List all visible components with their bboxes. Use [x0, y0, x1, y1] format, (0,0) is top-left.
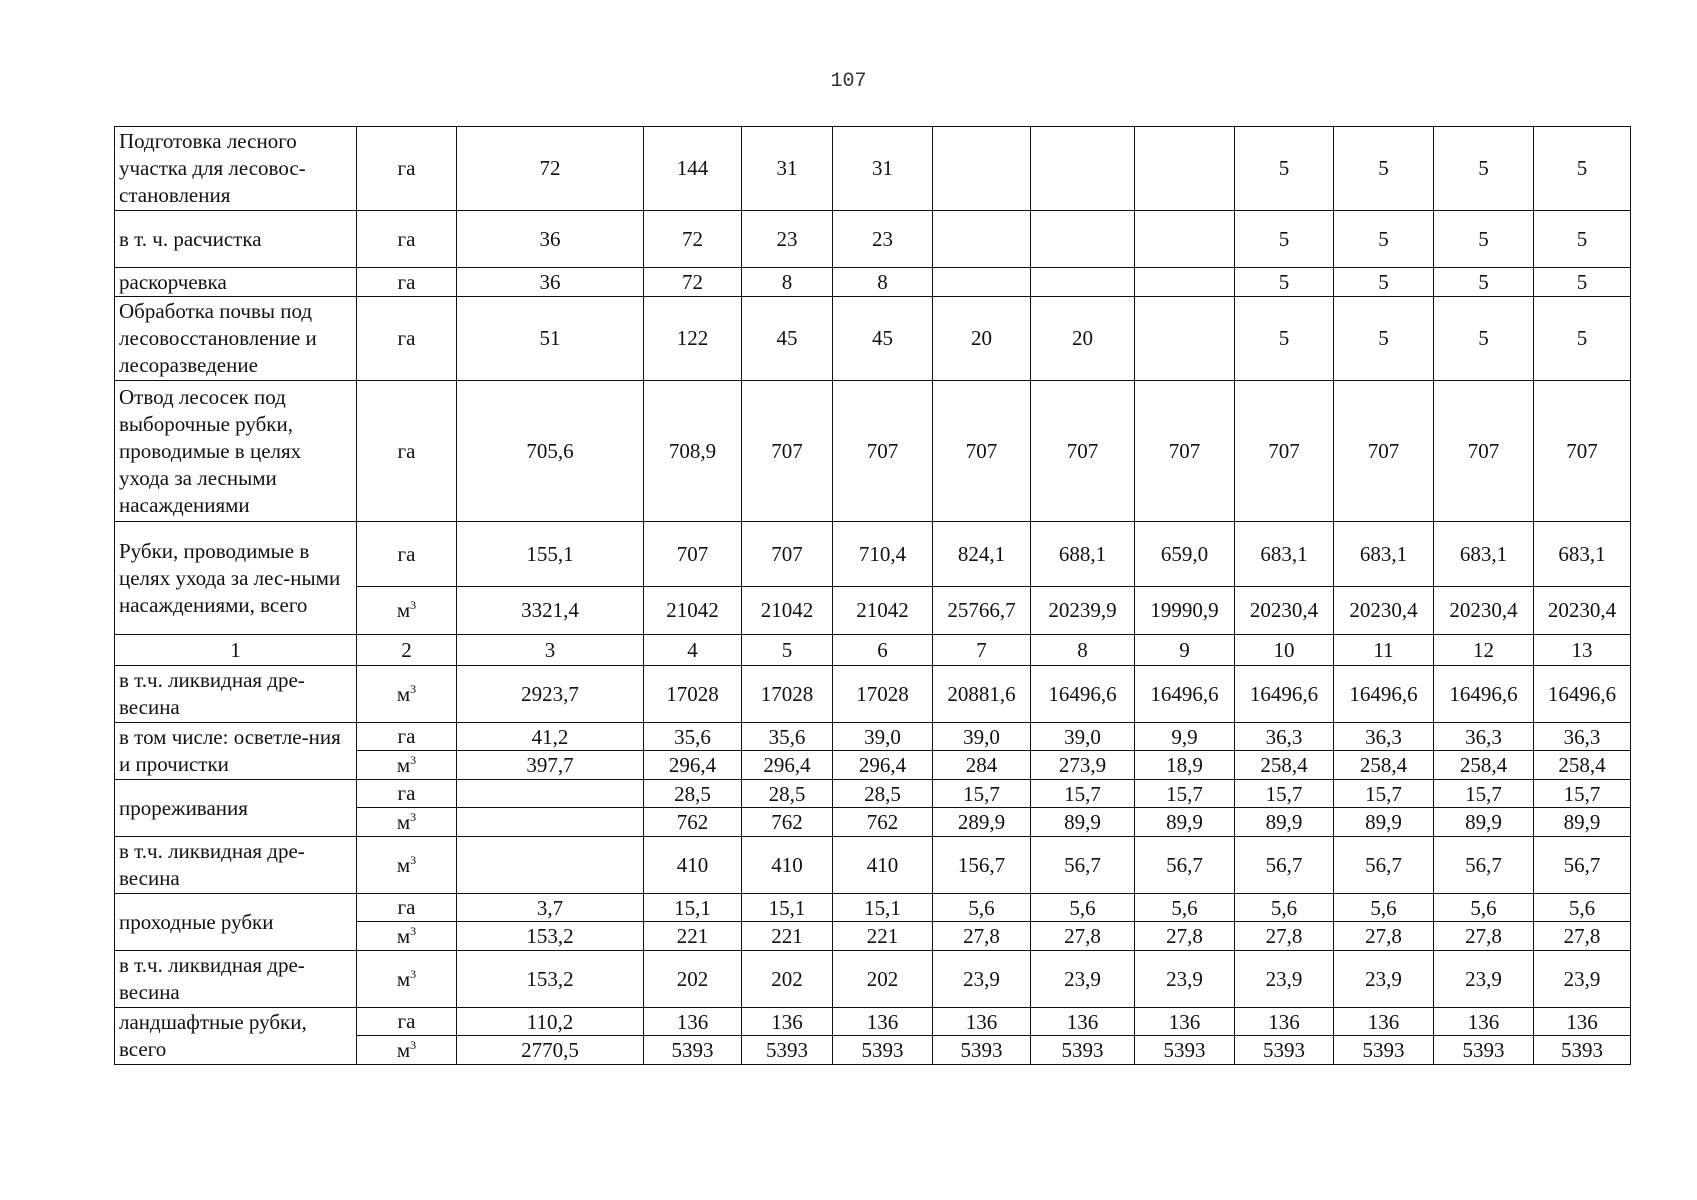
data-cell — [933, 127, 1031, 211]
data-cell: 296,4 — [742, 751, 833, 780]
data-cell: 20230,4 — [1235, 587, 1334, 635]
data-cell: 122 — [644, 297, 742, 381]
data-cell: 23,9 — [1135, 951, 1235, 1008]
data-cell: 683,1 — [1534, 522, 1631, 587]
data-cell — [1135, 268, 1235, 297]
unit-text: м — [396, 809, 411, 834]
data-cell: 5 — [1235, 211, 1334, 268]
data-cell: 28,5 — [742, 780, 833, 808]
data-cell — [457, 780, 644, 808]
row-label: в т.ч. ликвидная дре-весина — [115, 837, 357, 894]
data-cell: 15,7 — [1135, 780, 1235, 808]
data-cell: 35,6 — [644, 723, 742, 751]
data-cell: 659,0 — [1135, 522, 1235, 587]
data-cell: 23,9 — [1031, 951, 1135, 1008]
unit-exponent: 3 — [410, 923, 417, 938]
column-number: 4 — [644, 635, 742, 666]
data-cell: 5 — [1235, 268, 1334, 297]
data-cell: 707 — [644, 522, 742, 587]
row-label: Обработка почвы под лесовосстановление и лесоразведение — [115, 297, 357, 381]
data-cell: 16496,6 — [1534, 666, 1631, 723]
data-cell: 5 — [1334, 268, 1434, 297]
data-cell: 15,1 — [644, 894, 742, 922]
unit-cell — [357, 780, 457, 808]
data-cell: 5,6 — [1534, 894, 1631, 922]
data-cell: 56,7 — [1334, 837, 1434, 894]
unit-text: га — [397, 541, 416, 566]
data-cell: 89,9 — [1434, 808, 1534, 837]
data-cell: 20230,4 — [1534, 587, 1631, 635]
data-cell: 23,9 — [1434, 951, 1534, 1008]
data-cell: 5 — [1334, 127, 1434, 211]
unit-cell — [357, 951, 457, 1008]
data-cell: 8 — [833, 268, 933, 297]
unit-exponent: 3 — [410, 752, 417, 767]
data-cell: 17028 — [833, 666, 933, 723]
unit-cell — [357, 268, 457, 297]
data-cell: 21042 — [644, 587, 742, 635]
data-cell: 5 — [1534, 268, 1631, 297]
data-cell: 710,4 — [833, 522, 933, 587]
row-label: в т.ч. ликвидная дре-весина — [115, 951, 357, 1008]
data-cell — [1135, 127, 1235, 211]
data-cell: 27,8 — [1135, 922, 1235, 951]
data-cell: 3321,4 — [457, 587, 644, 635]
data-cell: 16496,6 — [1235, 666, 1334, 723]
data-cell: 17028 — [644, 666, 742, 723]
data-cell: 397,7 — [457, 751, 644, 780]
unit-cell — [357, 522, 457, 587]
data-cell: 41,2 — [457, 723, 644, 751]
unit-exponent: 3 — [410, 598, 417, 612]
column-number-row — [115, 635, 1631, 666]
data-cell: 5393 — [833, 1036, 933, 1065]
data-cell: 15,7 — [933, 780, 1031, 808]
unit-cell — [357, 297, 457, 381]
data-cell: 5 — [1534, 211, 1631, 268]
data-cell: 5,6 — [1434, 894, 1534, 922]
data-cell: 153,2 — [457, 951, 644, 1008]
data-cell: 20881,6 — [933, 666, 1031, 723]
data-cell: 136 — [1031, 1008, 1135, 1036]
data-cell: 15,1 — [742, 894, 833, 922]
column-number: 13 — [1534, 635, 1631, 666]
data-cell: 5,6 — [1031, 894, 1135, 922]
column-number: 11 — [1334, 635, 1434, 666]
data-cell: 410 — [644, 837, 742, 894]
data-cell: 5393 — [1135, 1036, 1235, 1065]
data-cell: 5393 — [1334, 1036, 1434, 1065]
data-cell: 5 — [1434, 297, 1534, 381]
unit-text: м — [396, 923, 411, 948]
data-cell: 56,7 — [1031, 837, 1135, 894]
table-row — [115, 127, 1631, 211]
data-cell: 136 — [644, 1008, 742, 1036]
data-cell: 5393 — [742, 1036, 833, 1065]
data-cell: 5,6 — [933, 894, 1031, 922]
data-cell: 51 — [457, 297, 644, 381]
data-cell: 202 — [742, 951, 833, 1008]
table-body — [115, 127, 1631, 1065]
unit-text: га — [397, 438, 416, 463]
data-cell: 258,4 — [1434, 751, 1534, 780]
table-row — [115, 951, 1631, 1008]
row-label: проходные рубки — [115, 894, 357, 951]
column-number: 5 — [742, 635, 833, 666]
data-cell — [1135, 297, 1235, 381]
data-cell: 5393 — [933, 1036, 1031, 1065]
data-cell: 27,8 — [1434, 922, 1534, 951]
data-cell: 5 — [1434, 211, 1534, 268]
unit-cell — [357, 381, 457, 522]
data-cell: 39,0 — [933, 723, 1031, 751]
data-cell: 27,8 — [933, 922, 1031, 951]
data-cell — [1031, 127, 1135, 211]
data-cell: 136 — [1534, 1008, 1631, 1036]
data-cell: 5 — [1334, 297, 1434, 381]
unit-text: га — [397, 226, 416, 251]
column-number: 2 — [357, 635, 457, 666]
column-number: 12 — [1434, 635, 1534, 666]
data-cell: 136 — [1235, 1008, 1334, 1036]
data-cell: 56,7 — [1434, 837, 1534, 894]
data-cell: 20230,4 — [1434, 587, 1534, 635]
data-cell: 19990,9 — [1135, 587, 1235, 635]
data-cell: 136 — [1434, 1008, 1534, 1036]
data-cell: 21042 — [742, 587, 833, 635]
data-cell: 15,7 — [1031, 780, 1135, 808]
unit-text: м — [396, 752, 411, 777]
table-row — [115, 837, 1631, 894]
data-cell: 23,9 — [1534, 951, 1631, 1008]
forestry-table — [114, 126, 1631, 1065]
data-cell: 18,9 — [1135, 751, 1235, 780]
data-cell: 16496,6 — [1031, 666, 1135, 723]
data-cell: 27,8 — [1235, 922, 1334, 951]
unit-cell — [357, 1008, 457, 1036]
unit-cell — [357, 751, 457, 780]
data-cell: 15,7 — [1434, 780, 1534, 808]
data-cell: 9,9 — [1135, 723, 1235, 751]
data-cell — [1135, 211, 1235, 268]
unit-text: га — [397, 724, 416, 748]
data-cell: 72 — [457, 127, 644, 211]
data-cell: 258,4 — [1334, 751, 1434, 780]
data-cell: 23,9 — [1235, 951, 1334, 1008]
unit-cell — [357, 127, 457, 211]
data-cell: 36 — [457, 268, 644, 297]
unit-cell — [357, 808, 457, 837]
data-cell: 5 — [1334, 211, 1434, 268]
data-cell: 36 — [457, 211, 644, 268]
data-cell: 27,8 — [1031, 922, 1135, 951]
data-cell: 3,7 — [457, 894, 644, 922]
data-cell: 762 — [644, 808, 742, 837]
data-cell: 707 — [1434, 381, 1534, 522]
data-cell: 56,7 — [1135, 837, 1235, 894]
data-cell: 23,9 — [1334, 951, 1434, 1008]
data-cell: 136 — [1334, 1008, 1434, 1036]
data-cell: 28,5 — [833, 780, 933, 808]
data-cell: 202 — [644, 951, 742, 1008]
data-cell: 273,9 — [1031, 751, 1135, 780]
data-cell: 707 — [1031, 381, 1135, 522]
data-cell: 824,1 — [933, 522, 1031, 587]
data-cell: 707 — [833, 381, 933, 522]
unit-text: м — [396, 966, 411, 991]
data-cell: 683,1 — [1235, 522, 1334, 587]
data-cell: 707 — [1135, 381, 1235, 522]
data-cell: 762 — [742, 808, 833, 837]
data-cell: 707 — [742, 381, 833, 522]
data-cell — [457, 808, 644, 837]
unit-cell — [357, 1036, 457, 1065]
unit-text: га — [397, 326, 416, 350]
unit-cell — [357, 211, 457, 268]
table-row — [115, 894, 1631, 922]
unit-exponent: 3 — [410, 681, 417, 696]
unit-cell — [357, 922, 457, 951]
row-label: Рубки, проводимые в целях ухода за лес-ными насаждениями, всего — [115, 522, 357, 635]
unit-text: м — [396, 598, 411, 622]
data-cell: 36,3 — [1235, 723, 1334, 751]
data-cell: 15,7 — [1334, 780, 1434, 808]
table-row — [115, 666, 1631, 723]
column-number: 10 — [1235, 635, 1334, 666]
data-cell: 27,8 — [1534, 922, 1631, 951]
data-cell: 20 — [1031, 297, 1135, 381]
row-label: Подготовка лесного участка для лесовос-становления — [115, 127, 357, 211]
data-cell: 5 — [1235, 297, 1334, 381]
data-cell: 136 — [933, 1008, 1031, 1036]
unit-text: м — [396, 852, 411, 877]
data-cell: 89,9 — [1235, 808, 1334, 837]
unit-text: га — [397, 781, 416, 805]
data-cell — [1031, 211, 1135, 268]
data-cell: 16496,6 — [1334, 666, 1434, 723]
data-cell: 707 — [1334, 381, 1434, 522]
unit-text: м — [396, 1037, 411, 1062]
unit-exponent: 3 — [410, 809, 417, 824]
data-cell: 15,7 — [1534, 780, 1631, 808]
data-cell: 89,9 — [1534, 808, 1631, 837]
data-cell: 5393 — [1434, 1036, 1534, 1065]
column-number: 1 — [115, 635, 357, 666]
data-cell: 144 — [644, 127, 742, 211]
data-cell: 5,6 — [1235, 894, 1334, 922]
data-cell: 5,6 — [1135, 894, 1235, 922]
data-cell: 156,7 — [933, 837, 1031, 894]
data-cell: 708,9 — [644, 381, 742, 522]
row-label: в т.ч. ликвидная дре-весина — [115, 666, 357, 723]
unit-text: га — [397, 895, 416, 919]
data-cell: 25766,7 — [933, 587, 1031, 635]
data-cell: 16496,6 — [1135, 666, 1235, 723]
data-cell: 5 — [1434, 268, 1534, 297]
unit-cell — [357, 587, 457, 635]
data-cell: 410 — [742, 837, 833, 894]
data-cell: 136 — [1135, 1008, 1235, 1036]
table-row — [115, 522, 1631, 587]
table-row — [115, 780, 1631, 808]
column-number: 6 — [833, 635, 933, 666]
data-cell: 707 — [933, 381, 1031, 522]
data-cell: 707 — [1235, 381, 1334, 522]
data-cell: 45 — [833, 297, 933, 381]
unit-exponent: 3 — [410, 1037, 417, 1052]
data-cell: 23 — [742, 211, 833, 268]
data-cell: 5 — [1534, 297, 1631, 381]
row-label: Отвод лесосек под выборочные рубки, проводимые в целях ухода за лесными насаждениями — [115, 381, 357, 522]
data-cell — [933, 211, 1031, 268]
data-cell: 221 — [833, 922, 933, 951]
table-row — [115, 268, 1631, 297]
data-cell — [933, 268, 1031, 297]
data-cell: 707 — [1534, 381, 1631, 522]
data-cell: 110,2 — [457, 1008, 644, 1036]
data-cell: 56,7 — [1534, 837, 1631, 894]
data-cell: 31 — [833, 127, 933, 211]
data-cell: 5 — [1434, 127, 1534, 211]
data-cell: 707 — [742, 522, 833, 587]
data-cell: 221 — [644, 922, 742, 951]
data-cell: 31 — [742, 127, 833, 211]
data-cell: 56,7 — [1235, 837, 1334, 894]
unit-exponent: 3 — [410, 966, 417, 981]
data-cell: 16496,6 — [1434, 666, 1534, 723]
data-cell: 20239,9 — [1031, 587, 1135, 635]
table-row — [115, 381, 1631, 522]
data-cell: 5 — [1235, 127, 1334, 211]
data-cell: 36,3 — [1434, 723, 1534, 751]
data-cell: 39,0 — [1031, 723, 1135, 751]
data-cell: 683,1 — [1434, 522, 1534, 587]
data-cell: 28,5 — [644, 780, 742, 808]
data-cell: 5393 — [644, 1036, 742, 1065]
row-label: ландшафтные рубки, всего — [115, 1008, 357, 1065]
unit-cell — [357, 837, 457, 894]
data-cell: 136 — [833, 1008, 933, 1036]
unit-cell — [357, 723, 457, 751]
data-cell: 23 — [833, 211, 933, 268]
data-cell: 5393 — [1235, 1036, 1334, 1065]
table-row — [115, 723, 1631, 751]
data-cell — [457, 837, 644, 894]
data-cell: 688,1 — [1031, 522, 1135, 587]
unit-text: м — [396, 681, 411, 706]
data-cell: 23,9 — [933, 951, 1031, 1008]
data-cell: 8 — [742, 268, 833, 297]
data-cell: 202 — [833, 951, 933, 1008]
data-cell: 72 — [644, 268, 742, 297]
data-cell: 20230,4 — [1334, 587, 1434, 635]
data-cell: 15,1 — [833, 894, 933, 922]
data-cell: 683,1 — [1334, 522, 1434, 587]
unit-text: га — [397, 269, 416, 294]
data-cell — [1031, 268, 1135, 297]
data-cell: 5393 — [1031, 1036, 1135, 1065]
data-cell: 296,4 — [644, 751, 742, 780]
data-cell: 89,9 — [1334, 808, 1434, 837]
unit-cell — [357, 666, 457, 723]
data-cell: 410 — [833, 837, 933, 894]
data-cell: 17028 — [742, 666, 833, 723]
data-cell: 705,6 — [457, 381, 644, 522]
data-cell: 2770,5 — [457, 1036, 644, 1065]
data-cell: 36,3 — [1534, 723, 1631, 751]
data-cell: 5393 — [1534, 1036, 1631, 1065]
data-cell: 289,9 — [933, 808, 1031, 837]
data-cell: 45 — [742, 297, 833, 381]
data-cell: 72 — [644, 211, 742, 268]
page-number: 107 — [830, 70, 867, 93]
column-number: 9 — [1135, 635, 1235, 666]
data-cell: 136 — [742, 1008, 833, 1036]
data-cell: 258,4 — [1534, 751, 1631, 780]
data-cell: 155,1 — [457, 522, 644, 587]
data-cell: 258,4 — [1235, 751, 1334, 780]
unit-text: га — [397, 156, 416, 180]
data-cell: 21042 — [833, 587, 933, 635]
data-cell: 89,9 — [1031, 808, 1135, 837]
row-label: прореживания — [115, 780, 357, 837]
table-row — [115, 211, 1631, 268]
data-cell: 27,8 — [1334, 922, 1434, 951]
data-cell: 284 — [933, 751, 1031, 780]
data-cell: 20 — [933, 297, 1031, 381]
row-label: раскорчевка — [115, 268, 357, 297]
row-label: в том числе: осветле-ния и прочистки — [115, 723, 357, 780]
data-cell: 2923,7 — [457, 666, 644, 723]
data-cell: 296,4 — [833, 751, 933, 780]
table-row — [115, 1008, 1631, 1036]
unit-exponent: 3 — [410, 852, 417, 867]
column-number: 7 — [933, 635, 1031, 666]
data-cell: 5 — [1534, 127, 1631, 211]
column-number: 8 — [1031, 635, 1135, 666]
row-label: в т. ч. расчистка — [115, 211, 357, 268]
data-cell: 5,6 — [1334, 894, 1434, 922]
data-cell: 35,6 — [742, 723, 833, 751]
table-row — [115, 297, 1631, 381]
data-cell: 153,2 — [457, 922, 644, 951]
column-number: 3 — [457, 635, 644, 666]
data-cell: 89,9 — [1135, 808, 1235, 837]
data-cell: 221 — [742, 922, 833, 951]
data-cell: 762 — [833, 808, 933, 837]
data-cell: 15,7 — [1235, 780, 1334, 808]
data-cell: 36,3 — [1334, 723, 1434, 751]
unit-cell — [357, 894, 457, 922]
unit-text: га — [397, 1009, 416, 1033]
data-cell: 39,0 — [833, 723, 933, 751]
